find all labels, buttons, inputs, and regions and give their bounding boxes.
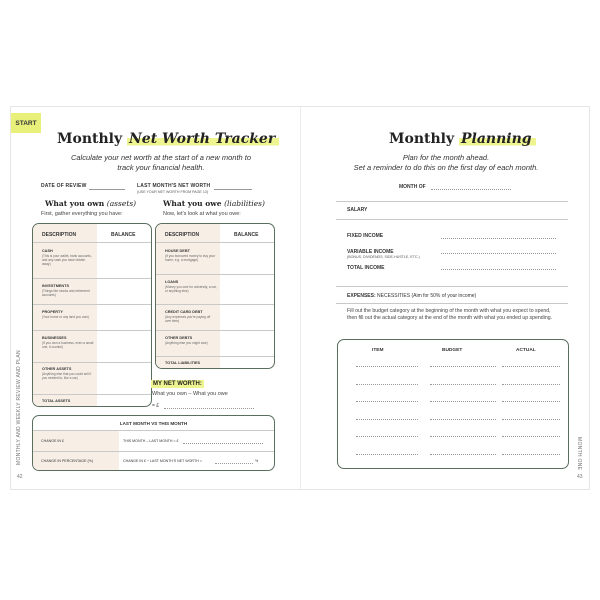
last-month-nw-line[interactable]	[214, 189, 252, 190]
liability-item-title: OTHER DEBTS	[165, 336, 193, 340]
month-of-input-line[interactable]	[431, 189, 511, 190]
gutter	[300, 107, 301, 489]
net-worth-formula: What you own – What you owe	[152, 391, 228, 397]
my-net-worth-label: MY NET WORTH:	[153, 381, 202, 387]
budget-row-input[interactable]	[430, 436, 496, 437]
budget-row-input[interactable]	[430, 454, 496, 455]
total-income-input[interactable]	[441, 269, 556, 270]
asset-item-desc: (Your home or any land you own)	[42, 315, 89, 319]
variable-income-label: VARIABLE INCOME	[347, 249, 394, 255]
subtitle-right	[321, 153, 571, 173]
budget-row-input[interactable]	[502, 366, 560, 367]
liability-item-desc: (Any expenses you're paying off over time)	[165, 315, 211, 324]
own-sub: First, gather everything you have:	[41, 211, 123, 217]
asset-item-title: CASH	[42, 249, 53, 253]
change-in-formula: THIS MONTH – LAST MONTH = £	[123, 439, 179, 443]
liabilities-col-balance: BALANCE	[234, 232, 259, 238]
budget-row-input[interactable]	[430, 419, 496, 420]
total-income-label: TOTAL INCOME	[347, 265, 385, 271]
assets-col-description: DESCRIPTION	[42, 232, 77, 238]
budget-row-input[interactable]	[430, 401, 496, 402]
left-side-text: MONTHLY AND WEEKLY REVIEW AND PLAN	[16, 350, 22, 465]
col-item: ITEM	[372, 348, 384, 353]
subtitle-line-2: Set a reminder to do this on the first day of each month.	[353, 163, 539, 172]
budget-row-input[interactable]	[356, 436, 418, 437]
last-month-nw-note: (USE YOUR NET WORTH FROM PAGE 13)	[137, 190, 209, 194]
total-liabilities-label: TOTAL LIABILITIES	[165, 361, 201, 365]
budget-row-input[interactable]	[356, 419, 418, 420]
budget-row-input[interactable]	[430, 384, 496, 385]
asset-item-title: BUSINESSES	[42, 336, 67, 340]
instructions: Fill out the budget category at the beginning of the month with what you expect to spend, then fill out the actual category at the end of the month with what you ended up spending.	[347, 308, 553, 322]
change-pct-formula: CHANGE IN £ ÷ LAST MONTH'S NET WORTH =	[123, 459, 202, 463]
subtitle-line-2: track your financial health.	[117, 163, 205, 172]
budget-table	[337, 339, 569, 469]
asset-item-desc: (Things like stocks and retirement accounts)	[42, 289, 90, 298]
salary-label: SALARY	[347, 207, 368, 213]
variable-income-note: (BONUS, DIVIDENDS, SIDE-HUSTLE, ETC.)	[347, 255, 420, 259]
budget-row-input[interactable]	[502, 384, 560, 385]
right-page-number: 43	[577, 474, 583, 480]
col-actual: ACTUAL	[516, 348, 536, 353]
net-worth-input-line[interactable]	[164, 408, 254, 409]
liability-item-title: LOANS	[165, 280, 179, 284]
asset-item-title: INVESTMENTS	[42, 284, 70, 288]
subtitle-line-1: Plan for the month ahead.	[402, 153, 490, 162]
budget-row-input[interactable]	[502, 401, 560, 402]
liability-item-desc: (Anything else you might owe)	[165, 341, 208, 345]
liability-item-title: CREDIT CARD DEBT	[165, 310, 203, 314]
change-pct-input-line[interactable]	[215, 463, 253, 464]
total-assets-label: TOTAL ASSETS	[42, 399, 71, 403]
fixed-income-input[interactable]	[441, 238, 556, 239]
label-column-shade	[33, 430, 119, 470]
last-month-nw-label: LAST MONTH'S NET WORTH	[137, 183, 211, 189]
fixed-income-label: FIXED INCOME	[347, 233, 384, 239]
asset-item-desc: (If you own a business, even a small one, it counts!)	[42, 341, 94, 350]
net-worth-currency: = £	[152, 403, 160, 409]
own-heading: What you own (assets)	[45, 199, 137, 208]
last-vs-this-table	[32, 415, 275, 471]
asset-item-desc: (Anything else that you could sell if you needed to, like a car)	[42, 372, 92, 381]
title-plain: Monthly	[389, 131, 459, 147]
page-title-right	[389, 131, 536, 147]
asset-item-desc: (This is your wallet, bank accounts, and any cash you have hidden away)	[42, 254, 92, 267]
assets-table	[32, 223, 152, 407]
description-column-shade	[156, 224, 220, 368]
owe-sub: Now, let's look at what you owe:	[163, 211, 241, 217]
date-of-review-label: DATE OF REVIEW	[41, 183, 87, 189]
change-in-input-line[interactable]	[183, 443, 263, 444]
assets-col-balance: BALANCE	[111, 232, 136, 238]
subtitle-line-1: Calculate your net worth at the start of a new month to	[70, 153, 252, 162]
right-side-text: MONTH ONE	[576, 437, 582, 471]
budget-row-input[interactable]	[356, 384, 418, 385]
budget-row-input[interactable]	[356, 401, 418, 402]
liability-item-desc: (If you borrowed money to buy your home, e.g. a mortgage)	[165, 254, 216, 263]
expenses-label: EXPENSES: NECESSITIES (Aim for 50% of your income)	[347, 293, 477, 299]
page-title-left	[57, 131, 279, 147]
title-highlight: Planning	[459, 131, 536, 147]
left-page-number: 42	[17, 474, 23, 480]
budget-row-input[interactable]	[356, 454, 418, 455]
title-highlight: Net Worth Tracker	[127, 131, 279, 147]
variable-income-input[interactable]	[441, 253, 556, 254]
last-vs-this-title: LAST MONTH VS THIS MONTH	[119, 421, 188, 426]
title-plain: Monthly	[57, 131, 127, 147]
date-of-review-line[interactable]	[89, 189, 125, 190]
liabilities-col-description: DESCRIPTION	[165, 232, 200, 238]
asset-item-title: OTHER ASSETS	[42, 367, 72, 371]
book-spread	[10, 106, 590, 490]
change-in-label: CHANGE IN £	[41, 439, 64, 443]
pct-sign: %	[255, 459, 259, 463]
liability-item-desc: (Money you owe for university, a car, or anything else)	[165, 285, 217, 294]
budget-row-input[interactable]	[502, 454, 560, 455]
budget-row-input[interactable]	[502, 436, 560, 437]
budget-row-input[interactable]	[356, 366, 418, 367]
budget-row-input[interactable]	[502, 419, 560, 420]
budget-row-input[interactable]	[430, 366, 496, 367]
col-budget: BUDGET	[442, 348, 463, 353]
subtitle-left	[31, 153, 291, 173]
start-tab: START	[11, 113, 41, 133]
month-of-label: MONTH OF	[399, 184, 426, 190]
asset-item-title: PROPERTY	[42, 310, 63, 314]
liabilities-table	[155, 223, 275, 369]
owe-heading: What you owe (liabilities)	[163, 199, 265, 208]
change-pct-label: CHANGE IN PERCENTAGE (%)	[41, 459, 94, 463]
liability-item-title: HOUSE DEBT	[165, 249, 190, 253]
